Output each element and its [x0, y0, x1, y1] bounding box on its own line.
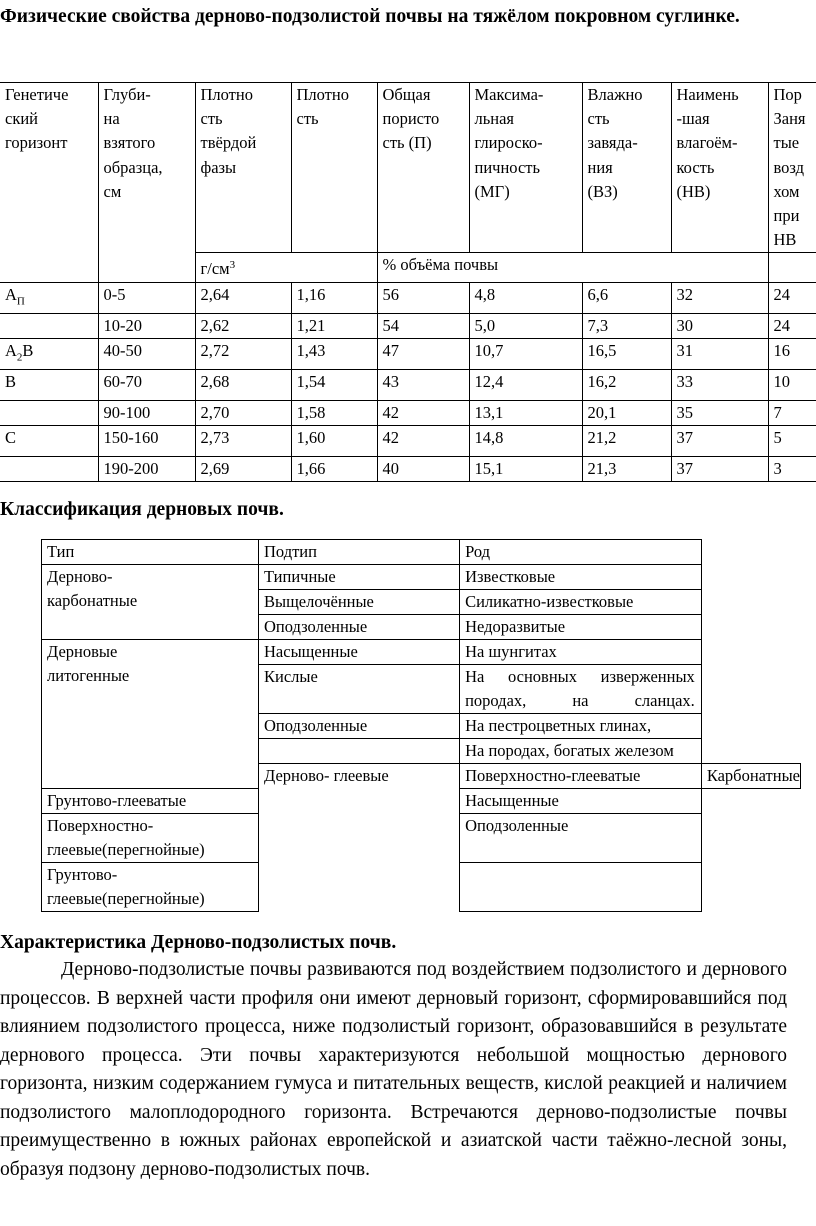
- mg-cell: 15,1: [469, 457, 582, 482]
- depth-cell: 150-160: [98, 425, 195, 456]
- vz-cell: 6,6: [582, 282, 671, 313]
- horizon-cell: В: [0, 369, 98, 400]
- header-depth: Глуби- на взятого образца, см: [98, 83, 195, 283]
- depth-cell: 10-20: [98, 313, 195, 338]
- mg-cell: 4,8: [469, 282, 582, 313]
- vz-cell: 21,3: [582, 457, 671, 482]
- air-cell: 10: [768, 369, 816, 400]
- horizon-cell: $А_П$: [0, 282, 98, 313]
- genus-cell: На основных изверженных породах, на сланцах.: [460, 665, 702, 714]
- genus-cell: На шунгитах: [460, 640, 702, 665]
- genus-cell: Недоразвитые: [460, 615, 702, 640]
- header-subtype: Подтип: [259, 540, 460, 565]
- table-row: [42, 640, 801, 665]
- air-cell: 3: [768, 457, 816, 482]
- solid-cell: 2,73: [195, 425, 291, 456]
- air-cell: 7: [768, 401, 816, 426]
- density-cell: 1,54: [291, 369, 377, 400]
- solid-cell: 2,64: [195, 282, 291, 313]
- subtype-cell: Типичные: [259, 565, 460, 590]
- genus-cell: [460, 863, 702, 912]
- subtype-cell: Оподзоленные: [259, 714, 460, 739]
- subtype-cell: Грунтово-глееватые: [42, 789, 259, 814]
- header-density: Плотно сть: [291, 83, 377, 253]
- vz-cell: 16,2: [582, 369, 671, 400]
- header-genus: Род: [460, 540, 702, 565]
- subtype-cell: [259, 739, 460, 764]
- classification-title: Классификация дерновых почв.: [0, 499, 284, 520]
- density-cell: 1,16: [291, 282, 377, 313]
- unit-density: $г/см^3$: [195, 253, 377, 282]
- mg-cell: 12,4: [469, 369, 582, 400]
- table-row: [0, 313, 816, 338]
- table-row: [0, 425, 816, 456]
- nv-cell: 37: [671, 425, 768, 456]
- table-row: [0, 457, 816, 482]
- porosity-cell: 42: [377, 425, 469, 456]
- table-row: [0, 369, 816, 400]
- vz-cell: 21,2: [582, 425, 671, 456]
- air-cell: 24: [768, 313, 816, 338]
- subtype-cell: Грунтово-глеевые(перегнойные): [42, 863, 259, 912]
- header-porosity: Общая пористо сть (П): [377, 83, 469, 253]
- subtype-cell: Поверхностно-глееватые: [460, 764, 702, 789]
- table-header-row: [42, 540, 801, 565]
- nv-cell: 31: [671, 338, 768, 369]
- table-row: [0, 401, 816, 426]
- solid-cell: 2,68: [195, 369, 291, 400]
- mg-cell: 14,8: [469, 425, 582, 456]
- mg-cell: 5,0: [469, 313, 582, 338]
- header-solid-density: Плотно сть твёрдой фазы: [195, 83, 291, 253]
- horizon-cell: [0, 457, 98, 482]
- horizon-cell: [0, 401, 98, 426]
- vz-cell: 20,1: [582, 401, 671, 426]
- depth-cell: 0-5: [98, 282, 195, 313]
- genus-cell: На пестроцветных глинах,: [460, 714, 702, 739]
- characteristic-title: Характеристика Дерново-подзолистых почв.: [0, 932, 397, 953]
- density-cell: 1,43: [291, 338, 377, 369]
- nv-cell: 35: [671, 401, 768, 426]
- document-title: Физические свойства дерново-подзолистой почвы на тяжёлом покровном суглинке.: [0, 6, 740, 27]
- vz-cell: 7,3: [582, 313, 671, 338]
- type-cell: Дерново- карбонатные: [42, 565, 259, 640]
- genus-cell: Силикатно-известковые: [460, 590, 702, 615]
- type-cell: Дерновые литогенные: [42, 640, 259, 789]
- subtype-cell: Оподзоленные: [259, 615, 460, 640]
- header-wilting-moisture: Влажно сть завяда- ния (ВЗ): [582, 83, 671, 253]
- solid-cell: 2,70: [195, 401, 291, 426]
- horizon-cell: [0, 313, 98, 338]
- porosity-cell: 47: [377, 338, 469, 369]
- nv-cell: 33: [671, 369, 768, 400]
- porosity-cell: 42: [377, 401, 469, 426]
- density-cell: 1,60: [291, 425, 377, 456]
- header-air-filled-pores: Пор Заня тые возд хом при НВ: [768, 83, 816, 253]
- subtype-cell: Насыщенные: [259, 640, 460, 665]
- table-row: [42, 565, 801, 590]
- depth-cell: 40-50: [98, 338, 195, 369]
- porosity-cell: 40: [377, 457, 469, 482]
- unit-volume: % объёма почвы: [377, 253, 768, 282]
- table-row: [0, 282, 816, 313]
- mg-cell: 10,7: [469, 338, 582, 369]
- header-max-hygroscopicity: Максима- льная глироско- пичность (МГ): [469, 83, 582, 253]
- density-cell: 1,21: [291, 313, 377, 338]
- subtype-cell: Выщелочённые: [259, 590, 460, 615]
- mg-cell: 13,1: [469, 401, 582, 426]
- subtype-cell: Поверхностно-глеевые(перегнойные): [42, 814, 259, 863]
- table-row: [0, 338, 816, 369]
- physical-properties-table: [0, 82, 816, 482]
- nv-cell: 37: [671, 457, 768, 482]
- solid-cell: 2,62: [195, 313, 291, 338]
- subtype-cell: Кислые: [259, 665, 460, 714]
- depth-cell: 60-70: [98, 369, 195, 400]
- nv-cell: 32: [671, 282, 768, 313]
- header-type: Тип: [42, 540, 259, 565]
- header-genetic-horizon: Генетиче ский горизонт: [0, 83, 98, 283]
- air-cell: 16: [768, 338, 816, 369]
- nv-cell: 30: [671, 313, 768, 338]
- table-header-row: [0, 83, 816, 253]
- classification-table: [41, 539, 801, 912]
- genus-cell: Оподзоленные: [460, 814, 702, 863]
- air-cell: 24: [768, 282, 816, 313]
- type-cell: Дерново- глеевые: [259, 764, 460, 912]
- porosity-cell: 43: [377, 369, 469, 400]
- genus-cell: Карбонатные: [701, 764, 800, 789]
- density-cell: 1,58: [291, 401, 377, 426]
- solid-cell: 2,69: [195, 457, 291, 482]
- characteristic-paragraph: Дерново-подзолистые почвы развиваются под воздействием подзолистого и дернового процессов. В верхней части профиля они имеют дерновый горизонт, сформировавшийся под влиянием подзолистого процесса, ниже подзолистый горизонт, образовавшийся в результате дернового процесса. Эти почвы характеризуются небольшой мощностью дернового горизонта, низким содержанием гумуса и питательных веществ, кислой реакцией и наличием подзолистого малоплодородного горизонта. Встречаются дерново-подзолистые почвы преимущественно в южных районах европейской и азиатской части таёжно-лесной зоны, образуя подзону дерново-подзолистых почв.: [0, 959, 787, 1180]
- depth-cell: 190-200: [98, 457, 195, 482]
- horizon-cell: $А_2В$: [0, 338, 98, 369]
- air-cell: 5: [768, 425, 816, 456]
- vz-cell: 16,5: [582, 338, 671, 369]
- density-cell: 1,66: [291, 457, 377, 482]
- genus-cell: Насыщенные: [460, 789, 702, 814]
- genus-cell: На породах, богатых железом: [460, 739, 702, 764]
- porosity-cell: 56: [377, 282, 469, 313]
- porosity-cell: 54: [377, 313, 469, 338]
- horizon-cell: С: [0, 425, 98, 456]
- solid-cell: 2,72: [195, 338, 291, 369]
- depth-cell: 90-100: [98, 401, 195, 426]
- header-field-capacity: Наимень -шая влагоём- кость (НВ): [671, 83, 768, 253]
- genus-cell: Известковые: [460, 565, 702, 590]
